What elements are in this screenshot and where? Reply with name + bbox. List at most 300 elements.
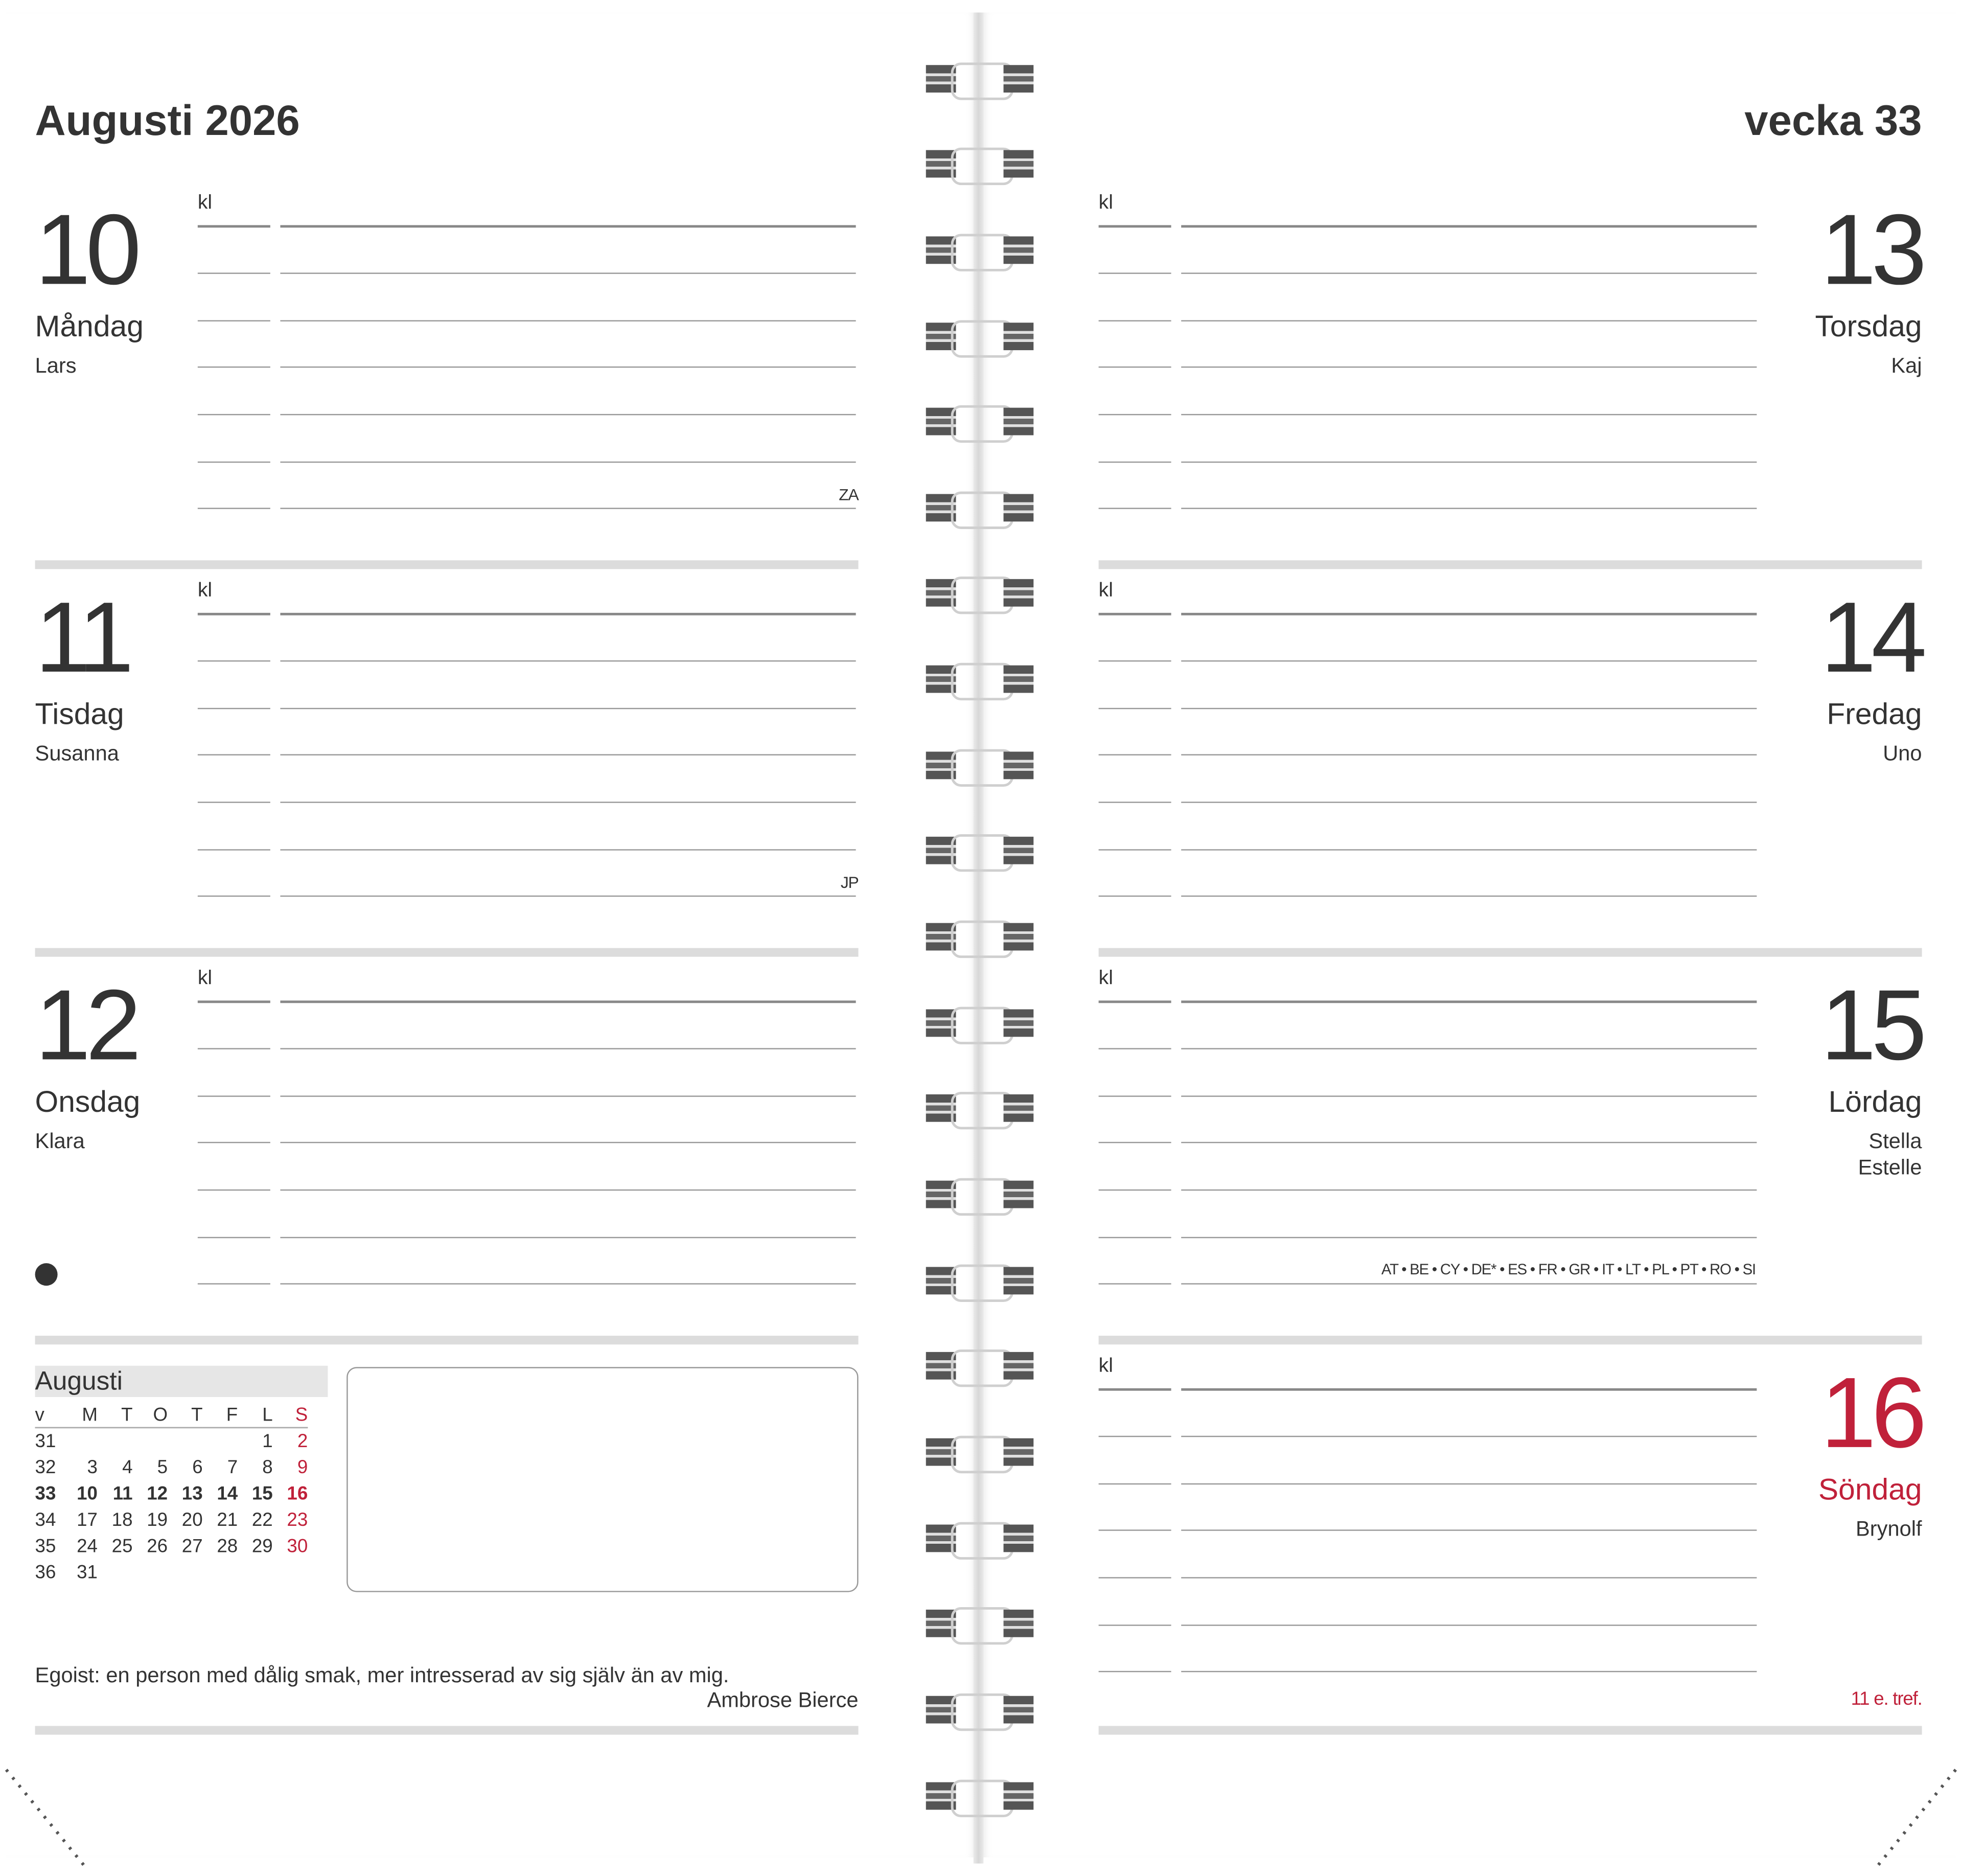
note-line[interactable] [1181,367,1757,368]
note-line[interactable] [1181,414,1757,415]
time-slot-line[interactable] [1099,1189,1171,1191]
writing-line[interactable] [198,1189,859,1191]
mini-calendar-day: 18 [111,1509,133,1531]
note-line[interactable] [1181,320,1757,321]
time-slot-line[interactable] [198,1237,270,1238]
name-day-list [35,353,77,379]
corner-perforation-left [0,1764,112,1876]
time-slot-line[interactable] [1099,1283,1171,1284]
mini-calendar-day: 27 [181,1536,203,1558]
mini-calendar-week-number: 35 [35,1536,56,1558]
mini-calendar-title: Augusti [35,1366,328,1397]
writing-line[interactable] [198,414,859,415]
spiral-ring-icon [926,574,1034,611]
name-day: Kaj [1891,354,1922,378]
mini-calendar-header: F [203,1402,238,1428]
writing-line[interactable] [198,1283,859,1284]
mini-calendar-day: 24 [77,1536,98,1558]
note-line[interactable] [1181,1671,1757,1672]
time-slot-line[interactable] [1099,1625,1171,1626]
quote [35,1663,859,1713]
note-line[interactable] [280,849,856,850]
writing-line[interactable] [1099,802,1760,803]
day-separator [35,1726,859,1734]
writing-line[interactable] [198,320,859,321]
spiral-ring-icon [926,1004,1034,1042]
name-day: Klara [35,1129,85,1153]
spiral-ring-icon [926,1433,1034,1471]
ring-hole-right [1004,1610,1034,1637]
time-slot-line[interactable] [1099,462,1171,463]
spiral-ring-icon [926,1520,1034,1557]
weekday-name: Tisdag [35,698,124,732]
day-block [1099,575,1922,963]
time-slot-line[interactable] [1099,849,1171,850]
mini-calendar-day: 22 [251,1509,273,1531]
writing-line[interactable] [198,754,859,755]
day-block [1099,1351,1922,1738]
writing-line[interactable] [1099,1388,1760,1389]
mini-calendar-day: 6 [192,1457,203,1478]
weekday-name: Onsdag [35,1085,141,1119]
mini-calendar-header: O [133,1402,168,1428]
note-line[interactable] [280,1095,856,1096]
time-slot-line[interactable] [1099,708,1171,709]
mini-calendar-day [98,1560,133,1586]
note-line[interactable] [280,367,856,368]
name-day: Estelle [1858,1156,1922,1180]
ring-hole-right [1004,1352,1034,1380]
mini-calendar-day: 10 [77,1483,98,1505]
writing-line[interactable] [198,508,859,509]
mini-calendar-day: 13 [181,1483,203,1505]
spiral-ring-icon [926,832,1034,869]
time-slot-line[interactable] [198,613,270,615]
full-moon-icon [35,1263,58,1286]
time-slot-line[interactable] [198,414,270,415]
mini-calendar-day: 26 [147,1536,168,1558]
time-slot-line[interactable] [1099,1142,1171,1143]
writing-line[interactable] [1099,660,1760,661]
mini-month-calendar [35,1366,328,1586]
corner-perforation-right [1850,1764,1962,1876]
mini-calendar-day: 31 [77,1562,98,1584]
note-line[interactable] [1181,896,1757,897]
time-slot-line[interactable] [198,708,270,709]
note-line[interactable] [280,1000,856,1003]
time-label: kl [1098,1356,1113,1377]
day-number: 12 [35,969,136,1081]
time-slot-line[interactable] [1099,1048,1171,1049]
time-slot-line[interactable] [1099,320,1171,321]
name-day: Uno [1883,741,1922,766]
mini-calendar-day [133,1428,168,1455]
time-slot-line[interactable] [1099,272,1171,273]
note-line[interactable] [1181,1189,1757,1191]
spiral-ring-icon [926,747,1034,784]
name-day: Susanna [35,741,119,766]
spiral-ring-icon [926,317,1034,355]
day-separator [35,948,859,957]
week-number-title: vecka 33 [1744,97,1922,145]
writing-line[interactable] [198,1000,859,1001]
day-separator [1099,948,1922,957]
note-line[interactable] [1181,1436,1757,1437]
ring-hole-right [1004,666,1034,693]
note-line[interactable] [1181,1048,1757,1049]
mini-calendar-week [35,1455,308,1481]
time-slot-line[interactable] [198,225,270,227]
time-slot-line[interactable] [1099,1671,1171,1672]
time-slot-line[interactable] [1099,367,1171,368]
mini-calendar-day [203,1428,238,1455]
note-line[interactable] [280,708,856,709]
note-line[interactable] [1181,1142,1757,1143]
writing-line[interactable] [1099,1000,1760,1001]
time-slot-line[interactable] [1099,896,1171,897]
time-slot-line[interactable] [198,660,270,661]
writing-line[interactable] [1099,754,1760,755]
time-slot-line[interactable] [198,462,270,463]
mini-calendar-day [168,1428,203,1455]
mini-calendar-day: 15 [251,1483,273,1505]
mini-calendar-week [35,1534,308,1560]
mini-calendar-header: L [238,1402,273,1428]
note-line[interactable] [1181,802,1757,803]
note-line[interactable] [280,1283,856,1284]
weekday-name: Söndag [1818,1473,1922,1507]
spiral-ring-icon [926,1262,1034,1299]
writing-line[interactable] [1099,708,1760,709]
time-slot-line[interactable] [198,1142,270,1143]
spiral-ring-icon [926,403,1034,440]
time-slot-line[interactable] [1099,802,1171,803]
note-line[interactable] [1181,1625,1757,1626]
ring-hole-right [1004,323,1034,350]
note-line[interactable] [280,896,856,897]
mini-calendar-day: 3 [87,1457,98,1478]
note-line[interactable] [280,320,856,321]
time-slot-line[interactable] [198,272,270,273]
writing-line[interactable] [1099,414,1760,415]
day-separator [35,1336,859,1344]
day-separator [1099,1336,1922,1344]
ring-hole-right [1004,751,1034,779]
mini-calendar-day: 21 [217,1509,238,1531]
mini-calendar-day [133,1560,168,1586]
ring-hole-right [1004,1696,1034,1724]
note-line[interactable] [280,1189,856,1191]
writing-line[interactable] [1099,225,1760,226]
time-slot-line[interactable] [198,1283,270,1284]
mini-calendar-day [98,1428,133,1455]
ring-hole-right [1004,1094,1034,1122]
note-line[interactable] [280,1237,856,1238]
note-line[interactable] [1181,1529,1757,1530]
time-slot-line[interactable] [198,367,270,368]
writing-line[interactable] [198,272,859,273]
note-line[interactable] [1181,225,1757,227]
writing-line[interactable] [1099,1048,1760,1049]
quote-author: Ambrose Bierce [707,1688,859,1712]
time-slot-line[interactable] [198,320,270,321]
time-slot-line[interactable] [1099,225,1171,227]
ring-hole-right [1004,1525,1034,1552]
writing-line[interactable] [1099,1436,1760,1437]
time-slot-line[interactable] [198,1048,270,1049]
mini-calendar-day: 17 [77,1509,98,1531]
name-day-list [35,740,119,767]
time-label: kl [1098,968,1113,990]
mini-calendar-day [273,1560,308,1586]
note-line[interactable] [280,660,856,661]
note-line[interactable] [1181,1095,1757,1096]
ring-hole-right [1004,837,1034,864]
mini-calendar-day [168,1560,203,1586]
note-line[interactable] [1181,1000,1757,1003]
writing-line[interactable] [1099,1625,1760,1626]
spiral-ring-icon [926,1777,1034,1815]
writing-line[interactable] [198,1048,859,1049]
note-line[interactable] [280,1142,856,1143]
writing-line[interactable] [198,462,859,463]
ring-hole-right [1004,150,1034,178]
mini-calendar-day: 12 [147,1483,168,1505]
spiral-ring-icon [926,489,1034,527]
note-line[interactable] [280,462,856,463]
writing-line[interactable] [1099,1529,1760,1530]
time-label: kl [1098,580,1113,602]
writing-line[interactable] [1099,896,1760,897]
mini-calendar-day [238,1560,273,1586]
time-slot-line[interactable] [198,849,270,850]
name-day-list [1891,353,1922,379]
note-line[interactable] [1181,508,1757,509]
time-slot-line[interactable] [198,754,270,755]
writing-line[interactable] [1099,320,1760,321]
time-label: kl [197,968,213,990]
mini-calendar-header: S [273,1402,308,1428]
note-line[interactable] [1181,1388,1757,1391]
note-line[interactable] [1181,1577,1757,1578]
mini-calendar-day: 8 [262,1457,273,1478]
ring-hole-right [1004,1009,1034,1037]
note-line[interactable] [280,613,856,615]
note-line[interactable] [1181,849,1757,850]
writing-line[interactable] [1099,1671,1760,1672]
note-line[interactable] [1181,272,1757,273]
mini-calendar-day: 30 [287,1536,308,1558]
mini-calendar-day: 28 [217,1536,238,1558]
mini-calendar-day: 11 [112,1483,133,1505]
note-line[interactable] [280,272,856,273]
day-block [1099,963,1922,1351]
mini-calendar-day: 2 [297,1431,308,1452]
page-initials: JP [840,873,859,892]
spiral-ring-icon [926,1347,1034,1384]
church-calendar-note: 11 e. tref. [1851,1688,1922,1710]
ring-hole-right [1004,236,1034,264]
spiral-ring-icon [926,1089,1034,1127]
mini-calendar-week [35,1507,308,1533]
day-separator [1099,1726,1922,1734]
note-line[interactable] [280,754,856,755]
weekday-name: Lördag [1828,1085,1922,1119]
note-line[interactable] [280,508,856,509]
page-initials: ZA [839,485,859,505]
mini-calendar-day: 25 [111,1536,133,1558]
time-slot-line[interactable] [1099,1483,1171,1484]
writing-line[interactable] [198,225,859,226]
mini-calendar-header: v [35,1402,63,1428]
time-slot-line[interactable] [1099,1237,1171,1238]
mini-calendar-day: 5 [157,1457,168,1478]
note-line[interactable] [1181,462,1757,463]
writing-line[interactable] [198,660,859,661]
mini-calendar-day: 23 [287,1509,308,1531]
day-block [35,575,859,963]
ring-hole-right [1004,1181,1034,1208]
day-number: 10 [35,194,136,305]
note-line[interactable] [280,1048,856,1049]
mini-calendar-header: M [62,1402,98,1428]
weekday-name: Torsdag [1815,310,1922,344]
mini-calendar-day: 29 [251,1536,273,1558]
day-separator [1099,560,1922,569]
writing-line[interactable] [1099,613,1760,614]
writing-line[interactable] [1099,1189,1760,1191]
note-line[interactable] [1181,660,1757,661]
spiral-ring-icon [926,232,1034,269]
time-slot-line[interactable] [1099,1000,1171,1003]
spiral-ring-icon [926,1605,1034,1642]
time-slot-line[interactable] [1099,1436,1171,1437]
note-line[interactable] [1181,1237,1757,1238]
time-slot-line[interactable] [1099,1577,1171,1578]
time-label: kl [197,580,213,602]
time-slot-line[interactable] [1099,1388,1171,1391]
note-line[interactable] [1181,754,1757,755]
writing-line[interactable] [1099,367,1760,368]
time-label: kl [1098,192,1113,214]
time-slot-line[interactable] [1099,414,1171,415]
mini-calendar-week-number: 36 [35,1562,56,1584]
ring-hole-right [1004,579,1034,607]
mini-calendar-week [35,1481,308,1507]
time-slot-line[interactable] [198,802,270,803]
note-line[interactable] [280,802,856,803]
writing-line[interactable] [1099,1095,1760,1096]
writing-line[interactable] [198,849,859,850]
mini-calendar-day: 16 [287,1483,308,1505]
ring-hole-right [1004,1438,1034,1466]
writing-line[interactable] [198,1142,859,1143]
mini-calendar-day: 4 [122,1457,133,1478]
ring-hole-right [1004,1782,1034,1810]
writing-line[interactable] [198,708,859,709]
name-day-list [1883,740,1922,767]
spiral-ring-icon [926,918,1034,955]
day-number: 16 [1820,1357,1922,1469]
note-line[interactable] [1181,708,1757,709]
writing-line[interactable] [198,613,859,614]
writing-line[interactable] [1099,508,1760,509]
time-slot-line[interactable] [198,508,270,509]
writing-line[interactable] [1099,1283,1760,1284]
time-slot-line[interactable] [1099,613,1171,615]
mini-calendar-day: 1 [262,1431,273,1452]
writing-line[interactable] [198,802,859,803]
time-slot-line[interactable] [1099,754,1171,755]
name-day-list [35,1128,85,1155]
ring-hole-right [1004,1267,1034,1295]
writing-line[interactable] [1099,1483,1760,1484]
time-slot-line[interactable] [198,1189,270,1191]
day-number: 15 [1820,969,1922,1081]
time-slot-line[interactable] [1099,508,1171,509]
note-line[interactable] [1181,1283,1757,1284]
month-year-title: Augusti 2026 [35,97,300,145]
mini-calendar-header: T [98,1402,133,1428]
spiral-ring-icon [926,660,1034,698]
mini-calendar-day: 9 [297,1457,308,1478]
writing-line[interactable] [1099,272,1760,273]
spiral-ring-icon [926,145,1034,182]
day-block [1099,188,1922,575]
writing-line[interactable] [1099,1237,1760,1238]
time-slot-line[interactable] [198,896,270,897]
writing-line[interactable] [1099,462,1760,463]
name-day-list [1858,1128,1922,1181]
mini-calendar-week-number: 31 [35,1431,56,1452]
ring-hole-right [1004,923,1034,951]
time-label: kl [197,192,213,214]
mini-calendar-day: 7 [227,1457,238,1478]
spiral-ring-icon [926,1691,1034,1728]
note-line[interactable] [1181,613,1757,615]
writing-line[interactable] [1099,849,1760,850]
day-separator [35,560,859,569]
writing-line[interactable] [198,1095,859,1096]
time-slot-line[interactable] [1099,660,1171,661]
spiral-ring-icon [926,1176,1034,1213]
time-slot-line[interactable] [198,1000,270,1003]
notes-box[interactable] [347,1367,858,1592]
name-day: Brynolf [1856,1517,1922,1541]
public-holiday-countries: AT • BE • CY • DE* • ES • FR • GR • IT • LT • PL • PT • RO • SI [1381,1261,1756,1278]
note-line[interactable] [280,225,856,227]
time-slot-line[interactable] [1099,1529,1171,1530]
writing-line[interactable] [1099,1577,1760,1578]
time-slot-line[interactable] [1099,1095,1171,1096]
day-block [35,963,859,1351]
note-line[interactable] [280,414,856,415]
mini-calendar-week [35,1428,308,1455]
writing-line[interactable] [198,367,859,368]
mini-calendar-week-number: 33 [35,1483,56,1505]
writing-line[interactable] [198,896,859,897]
writing-line[interactable] [1099,1142,1760,1143]
note-line[interactable] [1181,1483,1757,1484]
day-number: 11 [35,581,129,693]
mini-calendar-grid [35,1402,308,1586]
time-slot-line[interactable] [198,1095,270,1096]
writing-line[interactable] [198,1237,859,1238]
mini-calendar-day [62,1428,98,1455]
mini-calendar-day: 19 [147,1509,168,1531]
mini-calendar-week [35,1560,308,1586]
ring-hole-right [1004,65,1034,93]
